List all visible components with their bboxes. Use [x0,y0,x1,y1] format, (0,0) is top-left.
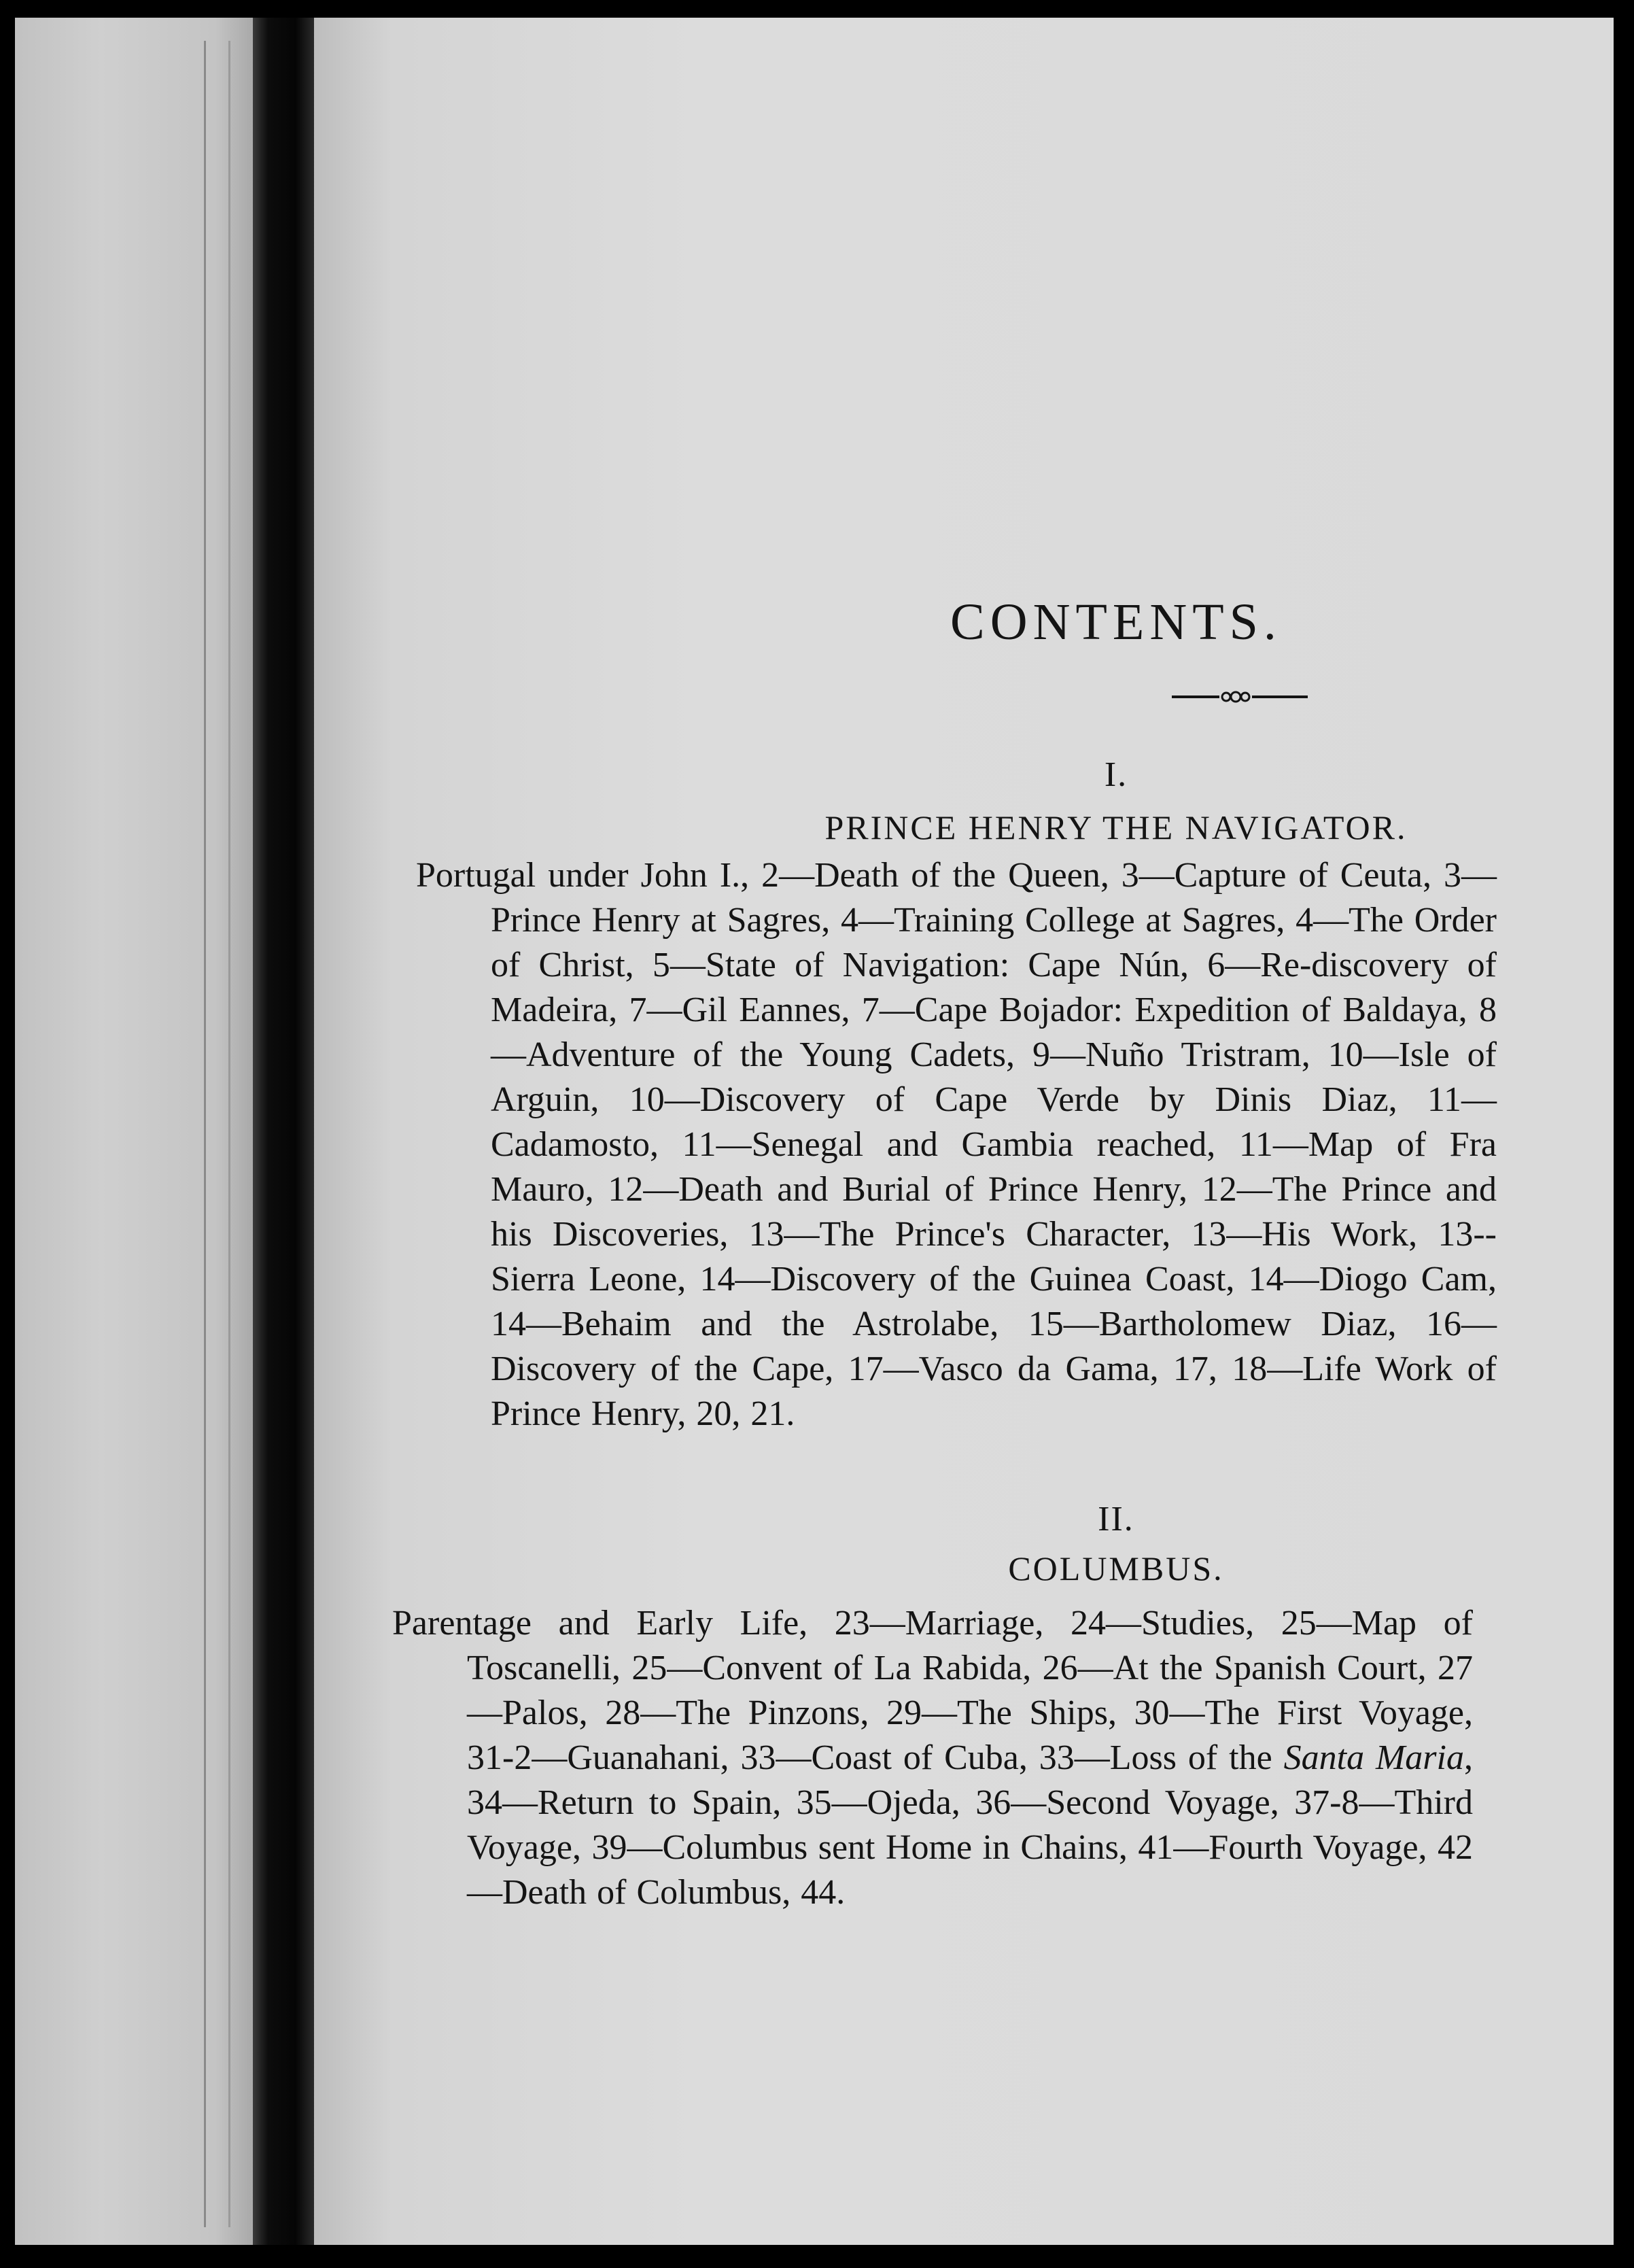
section-entry-text [392,1601,1473,1915]
section-number: II. [1098,1500,1134,1539]
ship-name-italic: Santa Maria [1283,1738,1464,1777]
facing-page [0,0,253,2268]
page-edge-line [228,41,230,2227]
section-entry-text: Portugal under John I., 2—Death of the Queen, 3—Capture of Ceuta, 3—Prince Henry at Sagres, 4—Training College at Sagres, 4—The Order of Christ, 5—State of Navigation: Cape Nún, 6—Re-discovery of Madeira, 7—Gil Eannes, 7—Cape Bojador: Expedition of Baldaya, 8—Adventure of the Young Cadets, 9—Nuño Tristram, 10—Isle of Arguin, 10—Discovery of Cape Verde by Dinis Diaz, 11—Cadamosto, 11—Senegal and Gambia reached, 11—Map of Fra Mauro, 12—Death and Burial of Prince Henry, 12—The Prince and his Discoveries, 13—The Prince's Character, 13—His Work, 13--Sierra Leone, 14—Discovery of the Guinea Coast, 14—Diogo Cam, 14—Behaim and the Astrolabe, 15—Bartholomew Diaz, 16—Discovery of the Cape, 17—Vasco da Gama, 17, 18—Life Work of Prince Henry, 20, 21. [416,856,1497,1433]
contents-page [314,0,1614,2268]
entry-text-part: Parentage and Early Life, 23—Marriage, 24—Studies, 25—Map of Toscanelli, 25—Convent of La Rabida, 26—At the Spanish Court, 27—Palos, 28—The Pinzons, 29—The Ships, 30—The First Voyage, 31-2—Guanahani, 33—Coast of Cuba, 33—Loss of the [392,1604,1473,1777]
section-heading: COLUMBUS. [1008,1549,1224,1587]
section-entries [392,1601,1473,1915]
page-title: CONTENTS. [950,594,1282,651]
section-number: I. [1104,755,1128,794]
page-edge-line [204,41,206,2227]
section-heading: PRINCE HENRY THE NAVIGATOR. [824,808,1408,846]
section-entries [416,853,1497,1437]
entry-text-part: , 34—Return to Spain, 35—Ojeda, 36—Second Voyage, 37-8—Third Voyage, 39—Columbus sent Home in Chains, 41—Fourth Voyage, 42—Death of Columbus, 44. [467,1738,1473,1912]
book-gutter [253,0,314,2268]
ornament-divider-icon [1172,687,1308,707]
